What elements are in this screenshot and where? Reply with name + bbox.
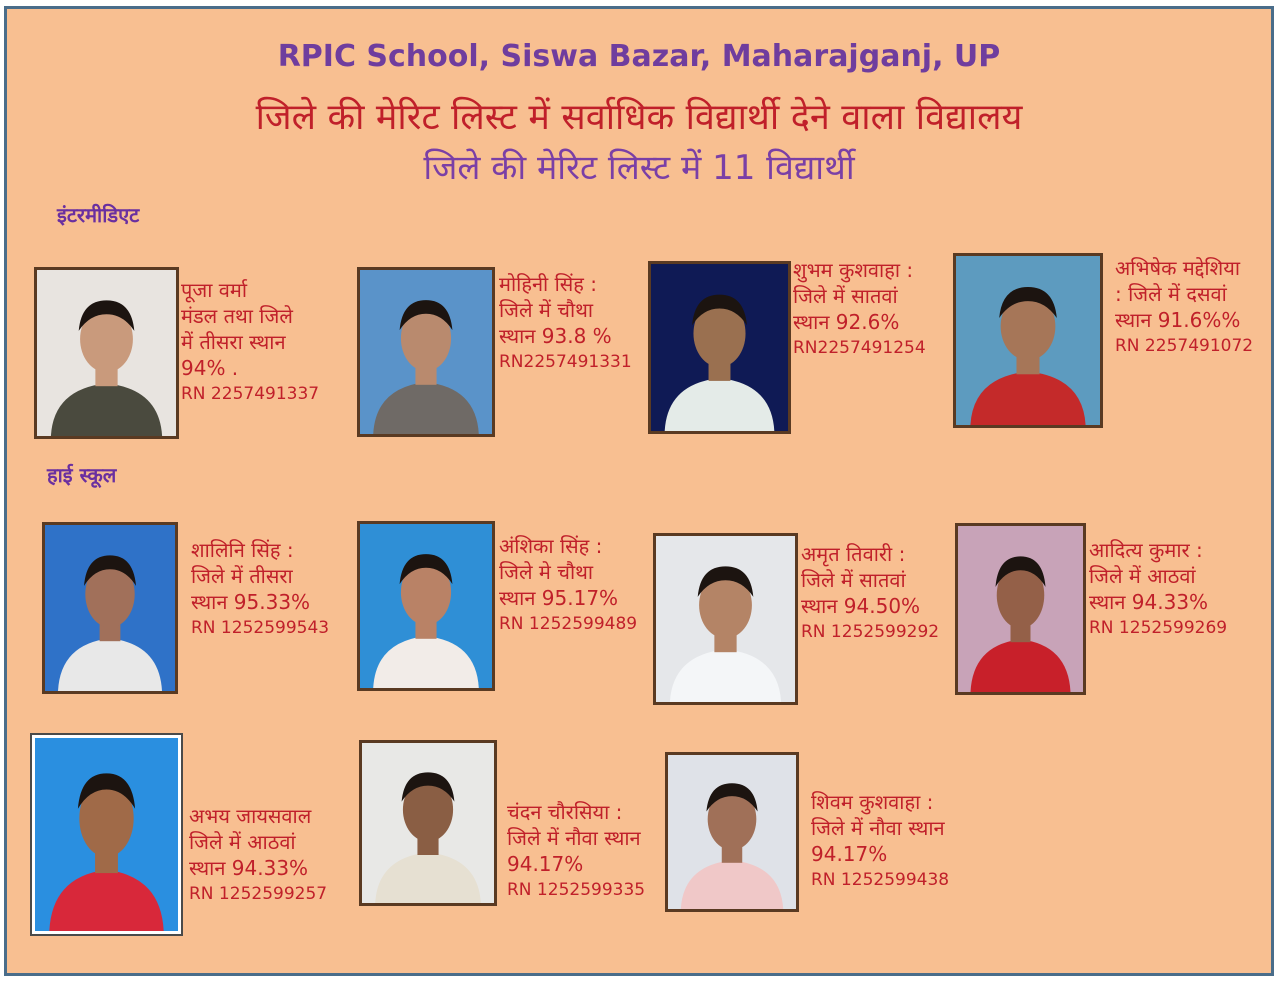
student-roll-number: RN 2257491337 xyxy=(181,384,320,404)
school-title: RPIC School, Siswa Bazar, Maharajganj, UP xyxy=(277,39,1001,74)
student-photo xyxy=(953,253,1103,428)
student-caption xyxy=(507,799,645,903)
student-photo xyxy=(42,522,178,694)
student-text: आदित्य कुमार : जिले में आठवां स्थान 94.33% xyxy=(1089,538,1209,614)
student-caption xyxy=(1115,255,1253,359)
student-roll-number: RN 1252599257 xyxy=(189,884,328,904)
student-caption xyxy=(189,803,327,907)
student-text: शिवम कुशवाहा : जिले में नौवा स्थान 94.17% xyxy=(811,790,945,866)
student-roll-number: RN 1252599269 xyxy=(1089,618,1228,638)
portrait-icon xyxy=(656,536,795,702)
student-roll-number: RN 1252599335 xyxy=(507,880,646,900)
portrait-icon xyxy=(362,743,494,903)
student-text: पूजा वर्मा मंडल तथा जिले में तीसरा स्थान 94% . xyxy=(181,278,293,380)
student-roll-number: RN2257491331 xyxy=(499,352,632,372)
student-photo xyxy=(648,261,791,434)
student-photo xyxy=(357,521,495,691)
portrait-icon xyxy=(45,525,175,691)
student-photo xyxy=(653,533,798,705)
student-roll-number: RN 1252599438 xyxy=(811,870,950,890)
section-intermediate: इंटरमीडिएट xyxy=(57,203,140,227)
portrait-icon xyxy=(956,256,1100,425)
student-caption xyxy=(801,541,939,645)
student-caption xyxy=(499,533,637,637)
student-photo xyxy=(357,267,495,437)
student-text: अभिषेक मद्देशिया : जिले में दसवां स्थान 91.6%% xyxy=(1115,256,1241,332)
student-caption xyxy=(499,271,632,375)
merit-poster xyxy=(4,6,1274,976)
student-text: शुभम कुशवाहा : जिले में सातवां स्थान 92.6% xyxy=(793,258,914,334)
portrait-icon xyxy=(651,264,788,431)
student-caption xyxy=(1089,537,1227,641)
student-text: अभय जायसवाल जिले में आठवां स्थान 94.33% xyxy=(189,804,312,880)
student-roll-number: RN 1252599489 xyxy=(499,614,638,634)
portrait-icon xyxy=(37,270,176,436)
student-roll-number: RN 1252599292 xyxy=(801,622,940,642)
student-text: चंदन चौरसिया : जिले में नौवा स्थान 94.17% xyxy=(507,800,641,876)
student-caption xyxy=(181,277,319,407)
student-photo xyxy=(32,735,181,934)
student-caption xyxy=(811,789,949,893)
student-photo xyxy=(955,523,1086,695)
subheadline: जिले की मेरिट लिस्ट में 11 विद्यार्थी xyxy=(423,148,855,188)
student-roll-number: RN 2257491072 xyxy=(1115,336,1254,356)
student-photo xyxy=(665,752,799,912)
student-photo xyxy=(359,740,497,906)
student-text: शालिनि सिंह : जिले में तीसरा स्थान 95.33% xyxy=(191,538,311,614)
section-highschool: हाई स्कूल xyxy=(47,463,117,487)
student-text: अमृत तिवारी : जिले में सातवां स्थान 94.50% xyxy=(801,542,921,618)
portrait-icon xyxy=(958,526,1083,692)
headline: जिले की मेरिट लिस्ट में सर्वाधिक विद्यार्थी देने वाला विद्यालय xyxy=(255,97,1023,138)
student-photo xyxy=(34,267,179,439)
student-caption xyxy=(191,537,329,641)
portrait-icon xyxy=(360,270,492,434)
student-caption xyxy=(793,257,926,361)
portrait-icon xyxy=(35,738,178,931)
student-roll-number: RN2257491254 xyxy=(793,338,926,358)
student-text: अंशिका सिंह : जिले मे चौथा स्थान 95.17% xyxy=(499,534,619,610)
student-roll-number: RN 1252599543 xyxy=(191,618,330,638)
student-text: मोहिनी सिंह : जिले में चौथा स्थान 93.8 % xyxy=(499,272,612,348)
portrait-icon xyxy=(360,524,492,688)
portrait-icon xyxy=(668,755,796,909)
